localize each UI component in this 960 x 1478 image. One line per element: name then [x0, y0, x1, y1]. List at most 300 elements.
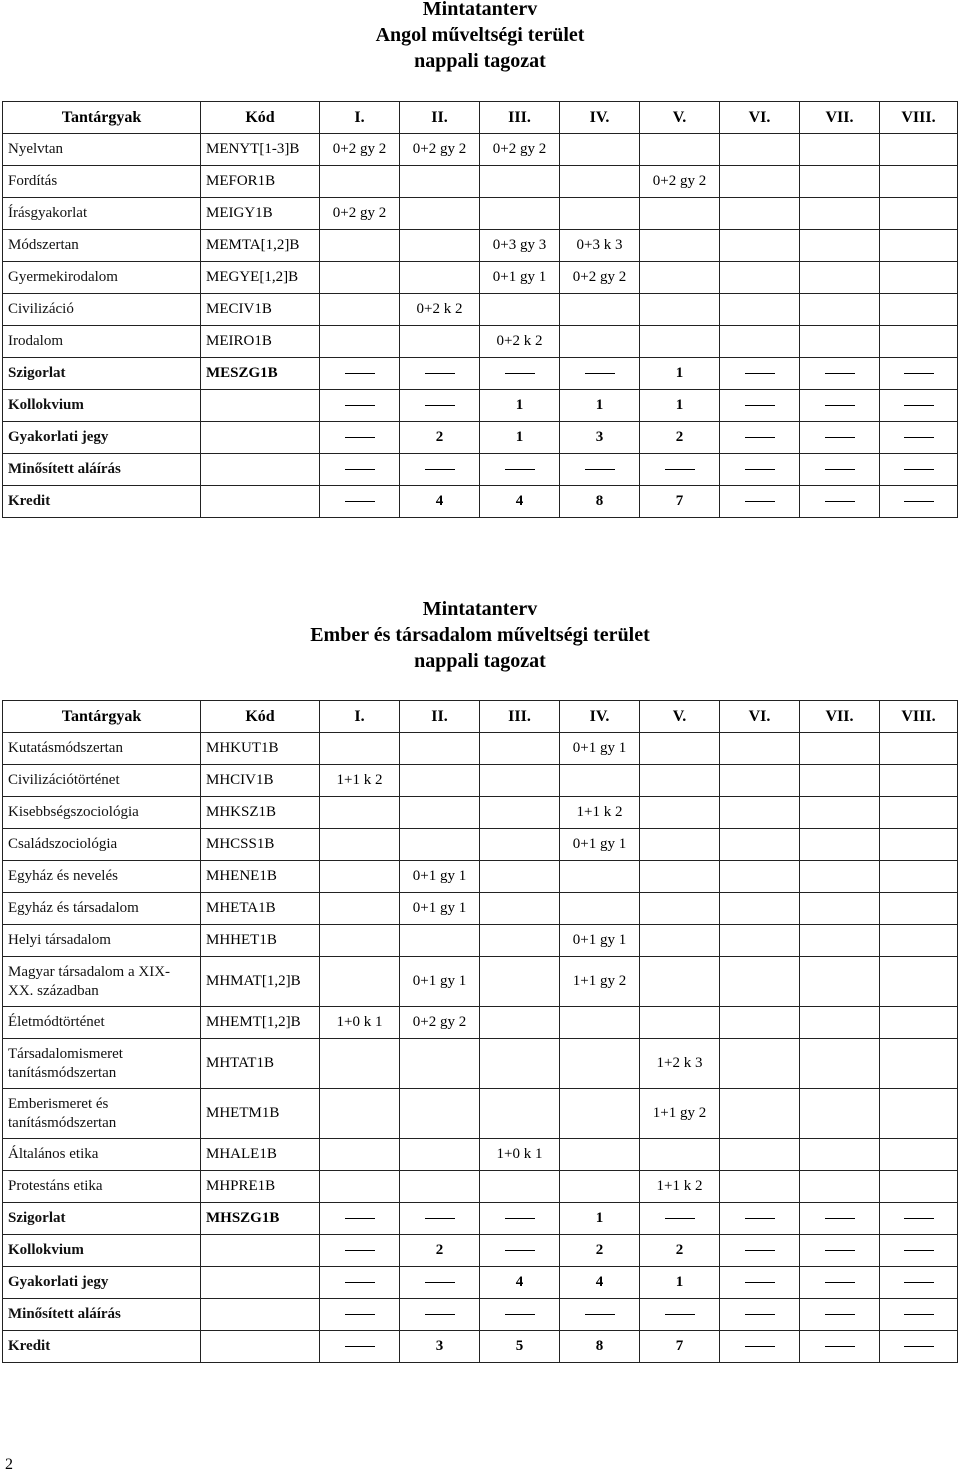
semester-cell	[880, 294, 958, 326]
semester-cell: 0+3 k 3	[560, 230, 640, 262]
semester-cell: 1+0 k 1	[480, 1139, 560, 1171]
semester-cell	[480, 925, 560, 957]
dash-cell	[880, 1235, 958, 1267]
table-header-row	[3, 701, 958, 733]
semester-cell: 1+0 k 1	[320, 1007, 400, 1039]
semester-cell: 3	[400, 1331, 480, 1363]
semester-cell: 3	[560, 422, 640, 454]
column-header: VI.	[720, 701, 800, 733]
subject-name: Civilizáció	[3, 294, 201, 326]
semester-cell	[480, 1089, 560, 1139]
dash-cell	[320, 1299, 400, 1331]
semester-cell	[640, 733, 720, 765]
semester-cell	[320, 262, 400, 294]
semester-cell	[320, 1171, 400, 1203]
column-header: VII.	[800, 102, 880, 134]
semester-cell	[400, 1171, 480, 1203]
semester-cell	[720, 797, 800, 829]
subject-code: MHENE1B	[201, 861, 320, 893]
semester-cell	[800, 326, 880, 358]
semester-cell	[880, 1007, 958, 1039]
semester-cell	[320, 166, 400, 198]
subject-name: Egyház és nevelés	[3, 861, 201, 893]
semester-cell	[800, 733, 880, 765]
semester-cell	[720, 1007, 800, 1039]
dash-line	[585, 373, 615, 374]
table-row	[3, 829, 958, 861]
semester-cell: 0+2 gy 2	[320, 134, 400, 166]
subject-code: MEIRO1B	[201, 326, 320, 358]
semester-cell: 1	[640, 358, 720, 390]
semester-cell	[640, 957, 720, 1007]
table-row	[3, 134, 958, 166]
semester-cell	[400, 166, 480, 198]
subject-code: MENYT[1-3]B	[201, 134, 320, 166]
dash-cell	[720, 390, 800, 422]
subject-name: Általános etika	[3, 1139, 201, 1171]
column-header: VI.	[720, 102, 800, 134]
dash-line	[825, 1314, 855, 1315]
semester-cell: 1+1 k 2	[640, 1171, 720, 1203]
column-header: III.	[480, 701, 560, 733]
table-row	[3, 1139, 958, 1171]
semester-cell	[720, 230, 800, 262]
subject-code: MHKSZ1B	[201, 797, 320, 829]
semester-cell	[800, 1007, 880, 1039]
column-header: VIII.	[880, 701, 958, 733]
semester-cell	[640, 262, 720, 294]
subject-name: Irodalom	[3, 326, 201, 358]
dash-cell	[560, 1299, 640, 1331]
subject-code: MEIGY1B	[201, 198, 320, 230]
dash-cell	[880, 1203, 958, 1235]
semester-cell	[560, 134, 640, 166]
semester-cell	[880, 861, 958, 893]
subject-name: Gyakorlati jegy	[3, 1267, 201, 1299]
table-row	[3, 294, 958, 326]
dash-line	[505, 1250, 535, 1251]
dash-line	[745, 405, 775, 406]
semester-cell	[400, 1139, 480, 1171]
semester-cell	[480, 893, 560, 925]
semester-cell	[800, 1139, 880, 1171]
semester-cell: 1+1 gy 2	[560, 957, 640, 1007]
semester-cell	[400, 765, 480, 797]
dash-line	[505, 1218, 535, 1219]
semester-cell	[800, 294, 880, 326]
semester-cell	[880, 1139, 958, 1171]
semester-cell	[800, 765, 880, 797]
semester-cell: 2	[560, 1235, 640, 1267]
semester-cell	[400, 1089, 480, 1139]
semester-cell	[800, 893, 880, 925]
semester-cell	[720, 134, 800, 166]
table-row	[3, 1039, 958, 1089]
dash-line	[825, 1218, 855, 1219]
subject-code: MHETM1B	[201, 1089, 320, 1139]
semester-cell	[320, 1089, 400, 1139]
semester-cell	[560, 1007, 640, 1039]
dash-cell	[720, 1235, 800, 1267]
semester-cell	[640, 861, 720, 893]
dash-cell	[880, 1299, 958, 1331]
column-header: IV.	[560, 701, 640, 733]
semester-cell: 0+2 gy 2	[640, 166, 720, 198]
semester-cell	[480, 765, 560, 797]
semester-cell	[880, 893, 958, 925]
semester-cell	[800, 262, 880, 294]
dash-cell	[880, 454, 958, 486]
semester-cell	[800, 1089, 880, 1139]
dash-line	[425, 1282, 455, 1283]
semester-cell	[720, 1089, 800, 1139]
semester-cell	[560, 198, 640, 230]
dash-line	[825, 1282, 855, 1283]
semester-cell	[560, 1089, 640, 1139]
dash-line	[345, 1250, 375, 1251]
semester-cell: 0+1 gy 1	[560, 925, 640, 957]
column-header: V.	[640, 701, 720, 733]
column-header: Kód	[201, 701, 320, 733]
subject-code: MEGYE[1,2]B	[201, 262, 320, 294]
semester-cell	[800, 797, 880, 829]
semester-cell	[800, 925, 880, 957]
semester-cell	[560, 1039, 640, 1089]
dash-cell	[720, 454, 800, 486]
dash-line	[825, 405, 855, 406]
table-row	[3, 1171, 958, 1203]
dash-cell	[480, 358, 560, 390]
dash-cell	[320, 390, 400, 422]
dash-line	[665, 1314, 695, 1315]
semester-cell	[800, 957, 880, 1007]
subject-name: Kredit	[3, 486, 201, 518]
dash-cell	[800, 1267, 880, 1299]
semester-cell	[880, 198, 958, 230]
dash-line	[825, 437, 855, 438]
semester-cell: 7	[640, 1331, 720, 1363]
semester-cell	[320, 294, 400, 326]
subject-name: Fordítás	[3, 166, 201, 198]
semester-cell: 0+1 gy 1	[560, 733, 640, 765]
dash-cell	[800, 1203, 880, 1235]
semester-cell	[720, 925, 800, 957]
semester-cell	[400, 797, 480, 829]
section1-subtitle: Angol műveltségi terület	[375, 24, 585, 46]
dash-cell	[720, 1299, 800, 1331]
summary-row	[3, 454, 958, 486]
semester-cell: 1+1 gy 2	[640, 1089, 720, 1139]
semester-cell	[640, 829, 720, 861]
subject-name: Kredit	[3, 1331, 201, 1363]
summary-row	[3, 1331, 958, 1363]
semester-cell	[320, 1039, 400, 1089]
semester-cell: 2	[640, 422, 720, 454]
semester-cell	[720, 1171, 800, 1203]
summary-row	[3, 1299, 958, 1331]
semester-cell	[720, 198, 800, 230]
subject-code	[201, 486, 320, 518]
semester-cell	[480, 294, 560, 326]
semester-cell	[720, 166, 800, 198]
semester-cell: 1+1 k 2	[560, 797, 640, 829]
subject-code: MHPRE1B	[201, 1171, 320, 1203]
subject-code: MHSZG1B	[201, 1203, 320, 1235]
semester-cell	[320, 957, 400, 1007]
semester-cell	[720, 733, 800, 765]
section1-title-block	[0, 0, 960, 74]
semester-cell	[320, 893, 400, 925]
semester-cell	[720, 765, 800, 797]
semester-cell: 1+2 k 3	[640, 1039, 720, 1089]
dash-cell	[720, 1331, 800, 1363]
dash-cell	[720, 358, 800, 390]
semester-cell: 1	[560, 390, 640, 422]
dash-cell	[720, 1267, 800, 1299]
semester-cell	[640, 294, 720, 326]
table-header-row	[3, 102, 958, 134]
semester-cell: 2	[400, 1235, 480, 1267]
semester-cell	[800, 1039, 880, 1089]
dash-line	[904, 1218, 934, 1219]
dash-line	[425, 1218, 455, 1219]
dash-cell	[320, 422, 400, 454]
semester-cell	[560, 326, 640, 358]
subject-code: MHKUT1B	[201, 733, 320, 765]
dash-line	[825, 469, 855, 470]
dash-cell	[320, 1203, 400, 1235]
table-row	[3, 1089, 958, 1139]
subject-code: MHHET1B	[201, 925, 320, 957]
semester-cell	[720, 1139, 800, 1171]
subject-code: MHEMT[1,2]B	[201, 1007, 320, 1039]
dash-line	[745, 437, 775, 438]
semester-cell	[880, 262, 958, 294]
semester-cell	[480, 1007, 560, 1039]
semester-cell	[800, 1171, 880, 1203]
semester-cell: 1	[640, 390, 720, 422]
dash-line	[345, 469, 375, 470]
semester-cell	[640, 134, 720, 166]
subject-code: MHETA1B	[201, 893, 320, 925]
semester-cell	[720, 326, 800, 358]
semester-cell	[480, 733, 560, 765]
semester-cell	[320, 230, 400, 262]
column-header: VII.	[800, 701, 880, 733]
subject-code	[201, 1299, 320, 1331]
dash-cell	[720, 422, 800, 454]
dash-line	[904, 469, 934, 470]
semester-cell	[880, 134, 958, 166]
dash-line	[345, 1282, 375, 1283]
semester-cell	[400, 326, 480, 358]
semester-cell	[320, 829, 400, 861]
dash-cell	[880, 1331, 958, 1363]
semester-cell	[400, 230, 480, 262]
subject-name: Szigorlat	[3, 358, 201, 390]
dash-line	[745, 1346, 775, 1347]
dash-line	[425, 373, 455, 374]
semester-cell	[640, 326, 720, 358]
summary-row	[3, 390, 958, 422]
semester-cell	[640, 893, 720, 925]
dash-cell	[640, 1299, 720, 1331]
subject-code: MESZG1B	[201, 358, 320, 390]
column-header: V.	[640, 102, 720, 134]
section2-title-block	[0, 596, 960, 674]
semester-cell	[880, 1039, 958, 1089]
dash-line	[425, 469, 455, 470]
dash-cell	[400, 1267, 480, 1299]
dash-cell	[320, 486, 400, 518]
semester-cell: 7	[640, 486, 720, 518]
semester-cell	[320, 861, 400, 893]
table-row	[3, 230, 958, 262]
semester-cell	[320, 797, 400, 829]
semester-cell: 0+1 gy 1	[560, 829, 640, 861]
semester-cell	[560, 1171, 640, 1203]
subject-name: Kisebbségszociológia	[3, 797, 201, 829]
semester-cell	[880, 797, 958, 829]
dash-cell	[800, 1235, 880, 1267]
dash-line	[345, 437, 375, 438]
section2-subtitle: Ember és társadalom műveltségi terület	[310, 624, 650, 646]
semester-cell	[800, 230, 880, 262]
semester-cell: 0+2 gy 2	[560, 262, 640, 294]
subject-name: Kollokvium	[3, 390, 201, 422]
table-row	[3, 797, 958, 829]
dash-cell	[640, 454, 720, 486]
semester-cell	[880, 957, 958, 1007]
semester-cell: 1+1 k 2	[320, 765, 400, 797]
semester-cell	[720, 893, 800, 925]
dash-cell	[320, 1267, 400, 1299]
dash-cell	[480, 1299, 560, 1331]
dash-line	[345, 405, 375, 406]
semester-cell: 8	[560, 486, 640, 518]
subject-name: Minősített aláírás	[3, 454, 201, 486]
dash-line	[904, 405, 934, 406]
semester-cell	[480, 1171, 560, 1203]
dash-line	[745, 1282, 775, 1283]
semester-cell: 2	[400, 422, 480, 454]
subject-name: Nyelvtan	[3, 134, 201, 166]
semester-cell	[880, 166, 958, 198]
dash-cell	[800, 486, 880, 518]
semester-cell	[480, 829, 560, 861]
semester-cell	[640, 1007, 720, 1039]
dash-line	[904, 1282, 934, 1283]
semester-cell	[400, 733, 480, 765]
table-row	[3, 861, 958, 893]
semester-cell: 1	[480, 422, 560, 454]
subject-name: Gyermekirodalom	[3, 262, 201, 294]
dash-line	[345, 373, 375, 374]
summary-row	[3, 1235, 958, 1267]
page-number: 2	[5, 1456, 13, 1473]
dash-cell	[880, 486, 958, 518]
dash-cell	[800, 358, 880, 390]
dash-line	[825, 1346, 855, 1347]
semester-cell	[720, 829, 800, 861]
dash-line	[345, 501, 375, 502]
semester-cell: 1	[640, 1267, 720, 1299]
dash-line	[665, 1218, 695, 1219]
semester-cell	[560, 1139, 640, 1171]
dash-line	[904, 1346, 934, 1347]
semester-cell	[880, 925, 958, 957]
dash-cell	[320, 358, 400, 390]
semester-cell	[400, 1039, 480, 1089]
column-header: VIII.	[880, 102, 958, 134]
subject-code: MHALE1B	[201, 1139, 320, 1171]
column-header: Tantárgyak	[3, 102, 201, 134]
dash-cell	[400, 454, 480, 486]
semester-cell: 0+3 gy 3	[480, 230, 560, 262]
semester-cell: 0+2 gy 2	[400, 134, 480, 166]
dash-line	[345, 1314, 375, 1315]
summary-row	[3, 486, 958, 518]
dash-cell	[880, 422, 958, 454]
summary-row	[3, 1203, 958, 1235]
semester-cell	[880, 326, 958, 358]
semester-cell	[560, 765, 640, 797]
dash-line	[345, 1218, 375, 1219]
dash-cell	[480, 454, 560, 486]
semester-cell: 5	[480, 1331, 560, 1363]
column-header: I.	[320, 102, 400, 134]
table-row	[3, 1007, 958, 1039]
section2-title: Mintatanterv	[422, 598, 538, 620]
semester-cell: 4	[480, 486, 560, 518]
dash-line	[505, 469, 535, 470]
dash-line	[745, 1314, 775, 1315]
semester-cell: 0+2 gy 2	[400, 1007, 480, 1039]
semester-cell	[800, 829, 880, 861]
subject-name: Társadalomismeret tanításmódszertan	[3, 1039, 201, 1089]
semester-cell	[800, 134, 880, 166]
dash-cell	[800, 422, 880, 454]
subject-name: Kutatásmódszertan	[3, 733, 201, 765]
subject-code: MHCSS1B	[201, 829, 320, 861]
dash-line	[505, 373, 535, 374]
semester-cell	[320, 733, 400, 765]
dash-cell	[480, 1235, 560, 1267]
dash-line	[825, 501, 855, 502]
dash-line	[904, 501, 934, 502]
table-row	[3, 262, 958, 294]
table-row	[3, 765, 958, 797]
dash-line	[585, 469, 615, 470]
semester-cell	[560, 294, 640, 326]
subject-name: Minősített aláírás	[3, 1299, 201, 1331]
dash-cell	[800, 1299, 880, 1331]
semester-cell	[640, 1139, 720, 1171]
subject-name: Helyi társadalom	[3, 925, 201, 957]
semester-cell	[720, 262, 800, 294]
semester-cell	[880, 1171, 958, 1203]
table-row	[3, 893, 958, 925]
semester-cell	[640, 230, 720, 262]
subject-code	[201, 422, 320, 454]
semester-cell	[400, 925, 480, 957]
dash-cell	[320, 1331, 400, 1363]
subject-name: Protestáns etika	[3, 1171, 201, 1203]
semester-cell	[880, 765, 958, 797]
dash-cell	[800, 1331, 880, 1363]
summary-row	[3, 1267, 958, 1299]
dash-cell	[880, 390, 958, 422]
